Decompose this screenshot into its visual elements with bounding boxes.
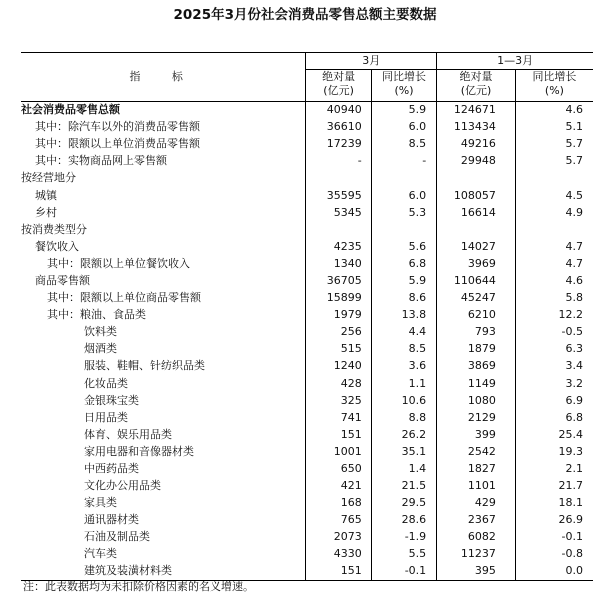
march-growth-cell: 4.4 [371,324,436,341]
table-row [21,255,593,272]
row-label: 其中：除汽车以外的消费品零售额 [35,120,200,134]
march-abs-cell: 151 [306,426,371,443]
row-label: 餐饮收入 [35,239,79,253]
march-abs-cell: 168 [306,495,371,512]
q1-growth-cell: 2.1 [515,460,593,477]
march-abs-cell: 151 [306,563,371,580]
table-row [21,375,593,392]
table-row [21,392,593,409]
march-abs-cell [306,221,371,238]
row-label: 其中：限额以上单位商品零售额 [47,291,201,305]
march-abs-cell: 1240 [306,358,371,375]
march-growth-cell: 35.1 [371,443,436,460]
q1-abs-cell: 395 [437,563,516,580]
march-growth-cell: - [371,153,436,170]
table-row [21,358,593,375]
row-label: 乡村 [35,205,57,219]
q1-abs-cell [437,170,516,187]
table-row [21,204,593,221]
march-growth-cell: 8.5 [371,136,436,153]
q1-growth-cell: 3.2 [515,375,593,392]
q1-growth-cell: 18.1 [515,495,593,512]
table-row [21,272,593,289]
q1-abs-cell: 6210 [437,307,516,324]
q1-abs-cell: 1149 [437,375,516,392]
march-growth-cell: 1.1 [371,375,436,392]
row-label: 家具类 [84,496,117,510]
q1-growth-cell: 4.7 [515,255,593,272]
row-label: 体育、娱乐用品类 [84,427,172,441]
march-growth-cell: 8.8 [371,409,436,426]
march-growth-cell: 26.2 [371,426,436,443]
march-abs-cell [306,170,371,187]
march-abs-cell: 256 [306,324,371,341]
march-abs-cell: 421 [306,478,371,495]
q1-abs-cell: 2367 [437,512,516,529]
row-label: 通讯器材类 [84,513,139,527]
table-row [21,119,593,136]
q1-growth-cell [515,170,593,187]
q1-growth-cell: 6.3 [515,341,593,358]
q1-growth-cell: 5.7 [515,153,593,170]
row-label: 其中：限额以上单位餐饮收入 [47,256,190,270]
table-row [21,102,593,119]
q1-abs-cell: 2129 [437,409,516,426]
q1-growth-cell: -0.8 [515,546,593,563]
march-abs-cell: 650 [306,460,371,477]
q1-growth-cell: 6.8 [515,409,593,426]
row-label: 按经营地分 [21,171,76,185]
q1-abs-cell: 108057 [437,187,516,204]
table-row [21,187,593,204]
row-label: 家用电器和音像器材类 [84,444,194,458]
march-growth-cell: 5.3 [371,204,436,221]
march-growth-cell: -1.9 [371,529,436,546]
q1-abs-cell: 1827 [437,460,516,477]
q1-abs-cell: 110644 [437,272,516,289]
q1-abs-cell: 429 [437,495,516,512]
march-abs-cell: 1979 [306,307,371,324]
q1-abs-cell: 793 [437,324,516,341]
q1-abs-cell: 113434 [437,119,516,136]
q1-growth-cell: 3.4 [515,358,593,375]
march-growth-cell: 10.6 [371,392,436,409]
q1-abs-cell: 3969 [437,255,516,272]
q1-abs-cell: 1879 [437,341,516,358]
q1-abs-cell: 29948 [437,153,516,170]
q1-growth-cell: 19.3 [515,443,593,460]
table-row [21,153,593,170]
march-abs-cell: 35595 [306,187,371,204]
march-abs-cell: 1001 [306,443,371,460]
table-row [21,409,593,426]
march-abs-cell: 741 [306,409,371,426]
march-growth-cell: 5.9 [371,272,436,289]
row-label: 其中：粮油、食品类 [47,308,146,322]
q1-growth-cell: -0.5 [515,324,593,341]
march-abs-cell: - [306,153,371,170]
row-label: 文化办公用品类 [84,479,161,493]
q1-abs-header: 绝对量 (亿元) [437,70,516,102]
retail-sales-table [21,52,593,581]
march-abs-cell: 1340 [306,255,371,272]
march-abs-cell: 40940 [306,102,371,119]
q1-growth-cell: 4.5 [515,187,593,204]
march-abs-cell: 4235 [306,238,371,255]
q1-abs-cell: 124671 [437,102,516,119]
period-march-header: 3月 [306,53,437,70]
q1-abs-cell: 6082 [437,529,516,546]
table-row [21,495,593,512]
march-abs-cell: 515 [306,341,371,358]
march-growth-cell: 13.8 [371,307,436,324]
q1-growth-cell: 26.9 [515,512,593,529]
march-growth-cell: 21.5 [371,478,436,495]
march-abs-cell: 765 [306,512,371,529]
row-label: 城镇 [35,188,57,202]
march-growth-cell: 28.6 [371,512,436,529]
march-growth-cell: 6.0 [371,187,436,204]
row-label: 日用品类 [84,410,128,424]
march-abs-cell: 2073 [306,529,371,546]
march-growth-cell: 5.5 [371,546,436,563]
march-growth-cell: 6.0 [371,119,436,136]
q1-growth-cell: -0.1 [515,529,593,546]
row-label: 商品零售额 [35,273,90,287]
march-abs-cell: 15899 [306,290,371,307]
row-label: 饮料类 [84,325,117,339]
table-row [21,478,593,495]
q1-growth-cell: 0.0 [515,563,593,580]
march-growth-cell: 6.8 [371,255,436,272]
march-growth-cell: 5.9 [371,102,436,119]
march-growth-cell: -0.1 [371,563,436,580]
table-row [21,238,593,255]
table-row [21,512,593,529]
q1-abs-cell: 11237 [437,546,516,563]
row-label: 建筑及装潢材料类 [21,563,306,580]
march-abs-cell: 325 [306,392,371,409]
q1-abs-cell: 45247 [437,290,516,307]
table-row [21,546,593,563]
march-growth-cell: 8.6 [371,290,436,307]
march-growth-cell [371,221,436,238]
row-label: 烟酒类 [84,342,117,356]
table-row [21,324,593,341]
table-row [21,307,593,324]
q1-growth-cell: 21.7 [515,478,593,495]
march-growth-header: 同比增长 (%) [371,70,436,102]
row-label: 化妆品类 [84,376,128,390]
q1-abs-cell: 14027 [437,238,516,255]
march-abs-cell: 428 [306,375,371,392]
table-row [21,460,593,477]
table-row [21,136,593,153]
q1-growth-cell: 5.8 [515,290,593,307]
period-q1-header: 1—3月 [437,53,593,70]
row-label: 服装、鞋帽、针纺织品类 [84,359,205,373]
q1-growth-cell: 6.9 [515,392,593,409]
q1-growth-header: 同比增长 (%) [515,70,593,102]
table-note: 注：此表数据均为未扣除价格因素的名义增速。 [23,580,254,593]
march-abs-cell: 36705 [306,272,371,289]
table-row [21,341,593,358]
q1-growth-cell: 25.4 [515,426,593,443]
march-abs-header: 绝对量 (亿元) [306,70,371,102]
q1-abs-cell: 2542 [437,443,516,460]
table-row [21,170,593,187]
row-label: 石油及制品类 [84,530,150,544]
q1-growth-cell: 12.2 [515,307,593,324]
march-abs-cell: 36610 [306,119,371,136]
table-row [21,290,593,307]
q1-growth-cell: 4.6 [515,272,593,289]
row-label: 社会消费品零售总额 [21,102,306,119]
march-growth-cell: 3.6 [371,358,436,375]
table-row [21,221,593,238]
q1-abs-cell: 16614 [437,204,516,221]
row-label: 其中：限额以上单位消费品零售额 [35,137,200,151]
q1-abs-cell: 399 [437,426,516,443]
q1-growth-cell: 5.1 [515,119,593,136]
table-row [21,529,593,546]
table-row [21,426,593,443]
page-title: 2025年3月份社会消费品零售总额主要数据 [173,7,437,23]
q1-growth-cell: 4.6 [515,102,593,119]
march-growth-cell: 1.4 [371,460,436,477]
row-label: 汽车类 [84,547,117,561]
q1-abs-cell: 1101 [437,478,516,495]
row-label: 金银珠宝类 [84,393,139,407]
indicator-header: 指 标 [21,53,306,102]
q1-abs-cell: 1080 [437,392,516,409]
table-row [21,443,593,460]
table-body [21,102,593,581]
row-label: 按消费类型分 [21,222,87,236]
q1-growth-cell: 5.7 [515,136,593,153]
march-abs-cell: 5345 [306,204,371,221]
q1-growth-cell [515,221,593,238]
q1-growth-cell: 4.9 [515,204,593,221]
row-label: 其中：实物商品网上零售额 [35,154,167,168]
q1-growth-cell: 4.7 [515,238,593,255]
q1-abs-cell: 3869 [437,358,516,375]
q1-abs-cell: 49216 [437,136,516,153]
march-growth-cell: 5.6 [371,238,436,255]
march-growth-cell: 8.5 [371,341,436,358]
march-abs-cell: 17239 [306,136,371,153]
q1-abs-cell [437,221,516,238]
march-abs-cell: 4330 [306,546,371,563]
march-growth-cell: 29.5 [371,495,436,512]
march-growth-cell [371,170,436,187]
row-label: 中西药品类 [84,462,139,476]
